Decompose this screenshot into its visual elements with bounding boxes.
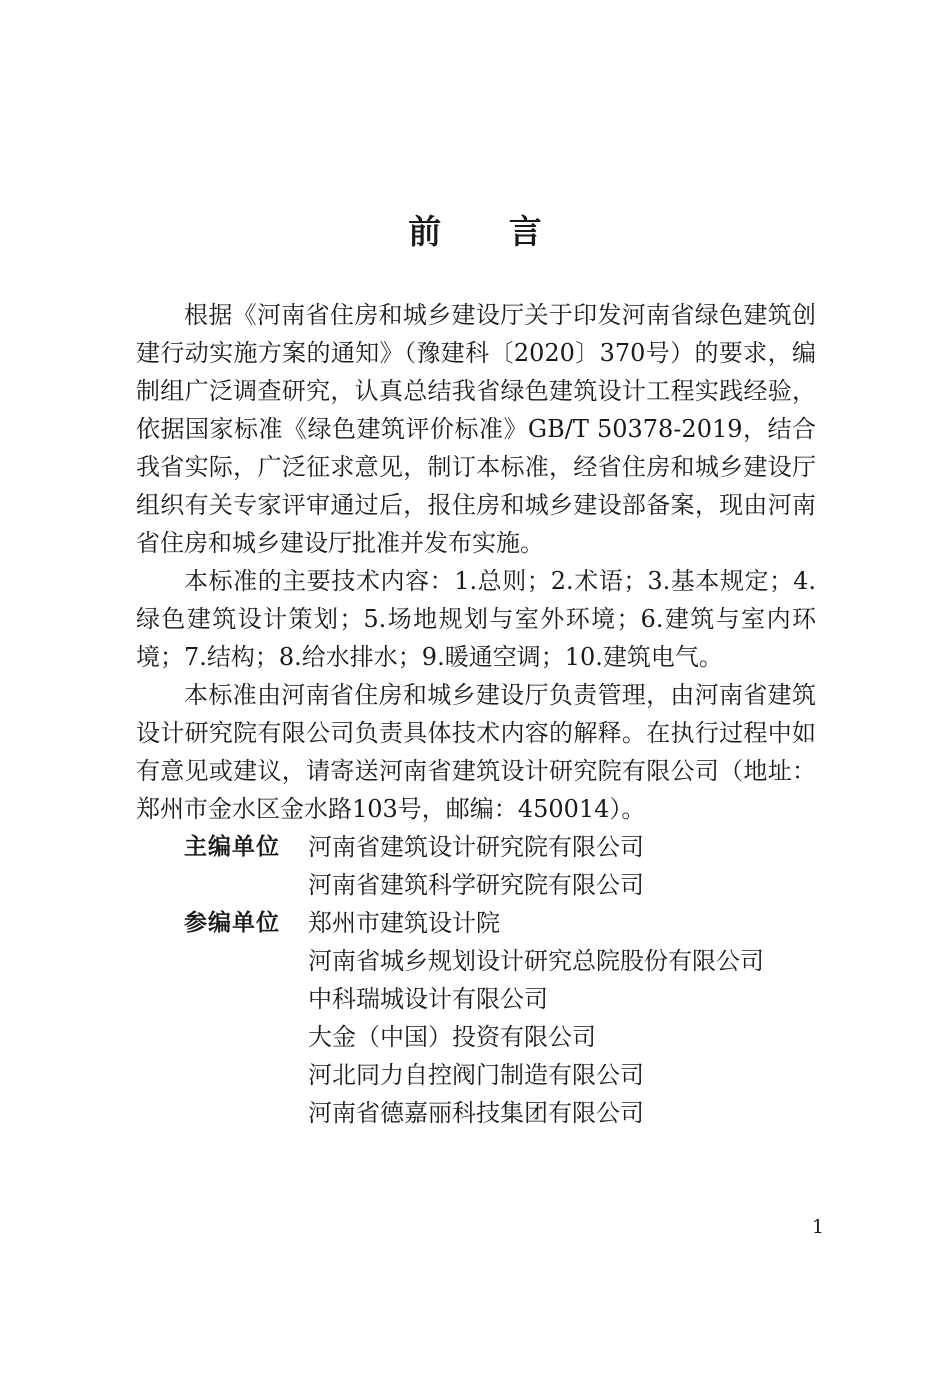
co-editor-name: 郑州市建筑设计院 bbox=[308, 909, 500, 937]
editor-units bbox=[136, 828, 816, 1132]
co-editor-list bbox=[308, 904, 764, 1132]
chief-editor-name: 河南省建筑科学研究院有限公司 bbox=[308, 871, 644, 899]
preface-paragraph-basis: 根据《河南省住房和城乡建设厅关于印发河南省绿色建筑创建行动实施方案的通知》（豫建科〔2020〕370号）的要求，编制组广泛调查研究，认真总结我省绿色建筑设计工程实践经验，依据国家标准《绿色建筑评价标准》GB/T 50378-2019，结合我省实际，广泛征求意见，制订本标准，经省住房和城乡建设厅组织有关专家评审通过后，报住房和城乡建设部备案，现由河南省住房和城乡建设厅批准并发布实施。 bbox=[136, 301, 816, 557]
co-editor-name: 大金（中国）投资有限公司 bbox=[308, 1023, 596, 1051]
preface-paragraph-management: 本标准由河南省住房和城乡建设厅负责管理，由河南省建筑设计研究院有限公司负责具体技术内容的解释。在执行过程中如有意见或建议，请寄送河南省建筑设计研究院有限公司（地址：郑州市金水区金水路103号，邮编：450014）。 bbox=[136, 681, 816, 823]
co-editor-label: 参编单位 bbox=[184, 910, 280, 936]
preface-body bbox=[136, 296, 816, 1132]
co-editor-name: 河南省城乡规划设计研究总院股份有限公司 bbox=[308, 947, 764, 975]
page-number: 1 bbox=[811, 1216, 824, 1238]
co-editor-name: 河北同力自控阀门制造有限公司 bbox=[308, 1061, 644, 1089]
chief-editor-name: 河南省建筑设计研究院有限公司 bbox=[308, 833, 644, 861]
co-editor-units bbox=[136, 904, 816, 1132]
co-editor-name: 中科瑞城设计有限公司 bbox=[308, 985, 548, 1013]
page-title: 前 言 bbox=[408, 212, 570, 251]
chief-editor-units bbox=[136, 828, 816, 904]
chief-editor-label: 主编单位 bbox=[184, 834, 280, 860]
co-editor-name: 河南省德嘉丽科技集团有限公司 bbox=[308, 1099, 644, 1127]
preface-paragraph-contents: 本标准的主要技术内容：1.总则；2.术语；3.基本规定；4.绿色建筑设计策划；5.场地规划与室外环境；6.建筑与室内环境；7.结构；8.给水排水；9.暖通空调；10.建筑电气。 bbox=[136, 567, 816, 671]
chief-editor-list bbox=[308, 828, 644, 904]
